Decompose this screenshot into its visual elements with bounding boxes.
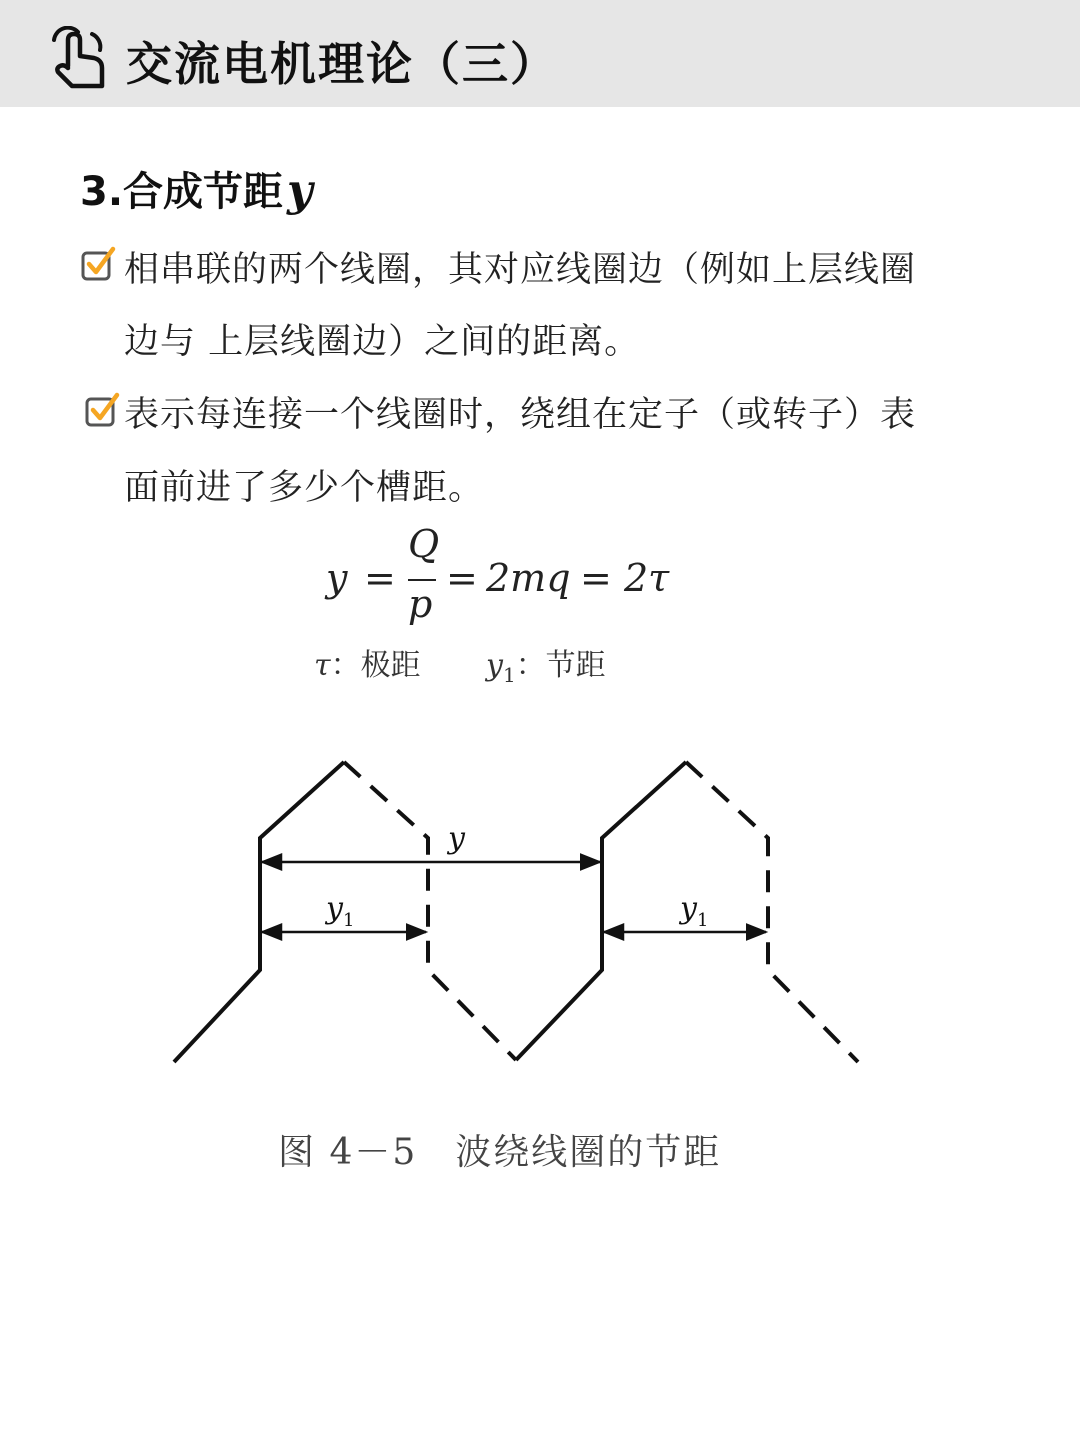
- legend-tau-label: ：极距: [330, 648, 421, 683]
- formula-lhs: y: [326, 556, 348, 600]
- page-title: 交流电机理论（三）: [126, 37, 558, 91]
- formula-term-2tau: 2τ: [624, 556, 670, 600]
- legend-y1-label: ：节距: [515, 648, 606, 683]
- checkbox-checked-icon: [84, 392, 120, 428]
- section-title-text: 3.合成节距: [80, 169, 284, 215]
- bullet-1-line-1: 相串联的两个线圈，其对应线圈边（例如上层线圈: [124, 250, 917, 290]
- coil-1-lower-side: [344, 762, 516, 1060]
- formula-equals-2: =: [446, 556, 478, 600]
- formula-term-2mq: 2mq: [486, 556, 571, 600]
- label-y1-right: $y_1$: [680, 891, 709, 931]
- formula-denominator: p: [408, 582, 433, 626]
- legend-tau-symbol: τ: [314, 648, 331, 683]
- bullet-2-line-1: 表示每连接一个线圈时，绕组在定子（或转子）表: [124, 395, 917, 435]
- formula-equals-3: =: [580, 556, 612, 600]
- coil-2-upper-side: [516, 762, 686, 1060]
- bullet-1-line-2: 边与 上层线圈边）之间的距离。: [124, 322, 641, 362]
- formula-equals-1: =: [364, 556, 396, 600]
- bullet-2-line-2: 面前进了多少个槽距。: [124, 468, 485, 508]
- section-variable: y: [287, 165, 313, 216]
- legend-y1-symbol: y: [486, 648, 503, 683]
- figure-caption: 图 4－5 波绕线圈的节距: [278, 1132, 722, 1173]
- legend-y1-sub: 1: [502, 663, 516, 687]
- legend-coil-pitch: [486, 640, 606, 687]
- pitch-formula: [324, 522, 684, 632]
- touch-hand-icon: [48, 26, 108, 90]
- checkbox-checked-icon: [80, 246, 116, 282]
- section-title: [80, 160, 313, 217]
- label-y1-left: $y_1$: [326, 891, 355, 931]
- fraction-bar: [408, 579, 436, 581]
- coil-2-lower-side: [686, 762, 858, 1062]
- wave-winding-diagram: [0, 700, 1080, 1120]
- legend-pole-pitch: [314, 640, 421, 684]
- formula-numerator: Q: [408, 522, 440, 566]
- label-y: y: [448, 821, 465, 856]
- coil-1-upper-side: [174, 762, 344, 1062]
- header-bar: [0, 0, 1080, 107]
